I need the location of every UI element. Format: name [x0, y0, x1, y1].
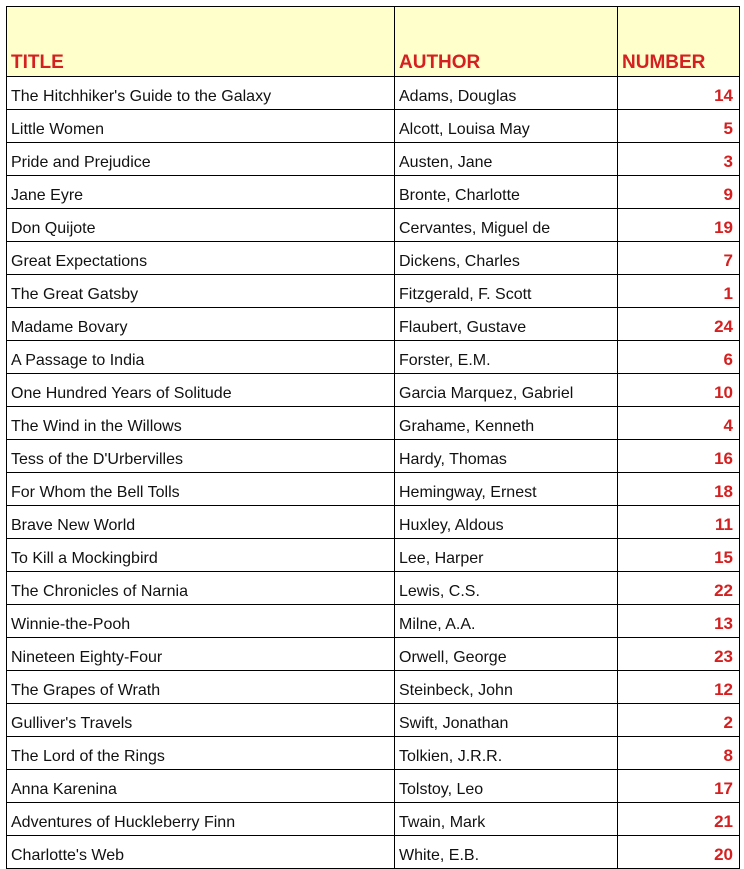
cell-number[interactable]: 19 — [618, 209, 740, 242]
sheet-body — [7, 77, 740, 869]
cell-title[interactable]: Gulliver's Travels — [7, 704, 395, 737]
table-row — [7, 242, 740, 275]
cell-title[interactable]: The Lord of the Rings — [7, 737, 395, 770]
cell-author[interactable]: Hemingway, Ernest — [395, 473, 618, 506]
cell-number[interactable]: 17 — [618, 770, 740, 803]
table-row — [7, 836, 740, 869]
table-row — [7, 572, 740, 605]
cell-title[interactable]: Winnie-the-Pooh — [7, 605, 395, 638]
table-row — [7, 440, 740, 473]
cell-author[interactable]: Steinbeck, John — [395, 671, 618, 704]
cell-author[interactable]: Alcott, Louisa May — [395, 110, 618, 143]
cell-title[interactable]: A Passage to India — [7, 341, 395, 374]
header-cell-title[interactable]: TITLE — [7, 7, 395, 77]
cell-author[interactable]: Huxley, Aldous — [395, 506, 618, 539]
cell-author[interactable]: Tolstoy, Leo — [395, 770, 618, 803]
cell-number[interactable]: 5 — [618, 110, 740, 143]
cell-number[interactable]: 21 — [618, 803, 740, 836]
cell-title[interactable]: The Hitchhiker's Guide to the Galaxy — [7, 77, 395, 110]
table-row — [7, 308, 740, 341]
table-row — [7, 209, 740, 242]
table-row — [7, 275, 740, 308]
cell-author[interactable]: Bronte, Charlotte — [395, 176, 618, 209]
header-cell-number[interactable]: NUMBER — [618, 7, 740, 77]
cell-number[interactable]: 24 — [618, 308, 740, 341]
cell-number[interactable]: 3 — [618, 143, 740, 176]
cell-title[interactable]: Tess of the D'Urbervilles — [7, 440, 395, 473]
table-row — [7, 671, 740, 704]
cell-title[interactable]: To Kill a Mockingbird — [7, 539, 395, 572]
cell-author[interactable]: Garcia Marquez, Gabriel — [395, 374, 618, 407]
table-row — [7, 803, 740, 836]
cell-number[interactable]: 11 — [618, 506, 740, 539]
cell-author[interactable]: Swift, Jonathan — [395, 704, 618, 737]
cell-author[interactable]: Twain, Mark — [395, 803, 618, 836]
table-row — [7, 374, 740, 407]
cell-author[interactable]: Tolkien, J.R.R. — [395, 737, 618, 770]
cell-title[interactable]: Jane Eyre — [7, 176, 395, 209]
cell-title[interactable]: Nineteen Eighty-Four — [7, 638, 395, 671]
cell-title[interactable]: Madame Bovary — [7, 308, 395, 341]
cell-author[interactable]: Cervantes, Miguel de — [395, 209, 618, 242]
cell-title[interactable]: The Wind in the Willows — [7, 407, 395, 440]
table-row — [7, 110, 740, 143]
cell-number[interactable]: 6 — [618, 341, 740, 374]
cell-number[interactable]: 22 — [618, 572, 740, 605]
cell-number[interactable]: 1 — [618, 275, 740, 308]
cell-number[interactable]: 8 — [618, 737, 740, 770]
cell-title[interactable]: Charlotte's Web — [7, 836, 395, 869]
table-row — [7, 704, 740, 737]
table-row — [7, 77, 740, 110]
cell-number[interactable]: 4 — [618, 407, 740, 440]
cell-number[interactable]: 15 — [618, 539, 740, 572]
cell-number[interactable]: 2 — [618, 704, 740, 737]
cell-number[interactable]: 7 — [618, 242, 740, 275]
cell-title[interactable]: The Chronicles of Narnia — [7, 572, 395, 605]
cell-author[interactable]: White, E.B. — [395, 836, 618, 869]
cell-title[interactable]: Brave New World — [7, 506, 395, 539]
cell-number[interactable]: 18 — [618, 473, 740, 506]
book-spreadsheet — [6, 6, 740, 869]
cell-author[interactable]: Milne, A.A. — [395, 605, 618, 638]
cell-author[interactable]: Orwell, George — [395, 638, 618, 671]
cell-title[interactable]: For Whom the Bell Tolls — [7, 473, 395, 506]
cell-number[interactable]: 23 — [618, 638, 740, 671]
cell-author[interactable]: Forster, E.M. — [395, 341, 618, 374]
header-cell-author[interactable]: AUTHOR — [395, 7, 618, 77]
cell-title[interactable]: Don Quijote — [7, 209, 395, 242]
table-row — [7, 473, 740, 506]
cell-number[interactable]: 10 — [618, 374, 740, 407]
cell-title[interactable]: Adventures of Huckleberry Finn — [7, 803, 395, 836]
cell-author[interactable]: Flaubert, Gustave — [395, 308, 618, 341]
cell-number[interactable]: 16 — [618, 440, 740, 473]
cell-author[interactable]: Adams, Douglas — [395, 77, 618, 110]
table-row — [7, 605, 740, 638]
cell-title[interactable]: The Grapes of Wrath — [7, 671, 395, 704]
cell-author[interactable]: Fitzgerald, F. Scott — [395, 275, 618, 308]
cell-title[interactable]: Little Women — [7, 110, 395, 143]
cell-author[interactable]: Grahame, Kenneth — [395, 407, 618, 440]
cell-number[interactable]: 20 — [618, 836, 740, 869]
table-row — [7, 176, 740, 209]
table-row — [7, 143, 740, 176]
cell-title[interactable]: Pride and Prejudice — [7, 143, 395, 176]
table-row — [7, 638, 740, 671]
table-row — [7, 506, 740, 539]
cell-number[interactable]: 14 — [618, 77, 740, 110]
cell-number[interactable]: 12 — [618, 671, 740, 704]
table-row — [7, 407, 740, 440]
cell-author[interactable]: Hardy, Thomas — [395, 440, 618, 473]
table-row — [7, 539, 740, 572]
cell-author[interactable]: Dickens, Charles — [395, 242, 618, 275]
cell-title[interactable]: The Great Gatsby — [7, 275, 395, 308]
cell-author[interactable]: Lee, Harper — [395, 539, 618, 572]
table-row — [7, 737, 740, 770]
cell-number[interactable]: 13 — [618, 605, 740, 638]
cell-title[interactable]: One Hundred Years of Solitude — [7, 374, 395, 407]
header-row — [7, 7, 740, 77]
cell-title[interactable]: Great Expectations — [7, 242, 395, 275]
table-row — [7, 341, 740, 374]
cell-number[interactable]: 9 — [618, 176, 740, 209]
cell-title[interactable]: Anna Karenina — [7, 770, 395, 803]
cell-author[interactable]: Lewis, C.S. — [395, 572, 618, 605]
cell-author[interactable]: Austen, Jane — [395, 143, 618, 176]
table-row — [7, 770, 740, 803]
